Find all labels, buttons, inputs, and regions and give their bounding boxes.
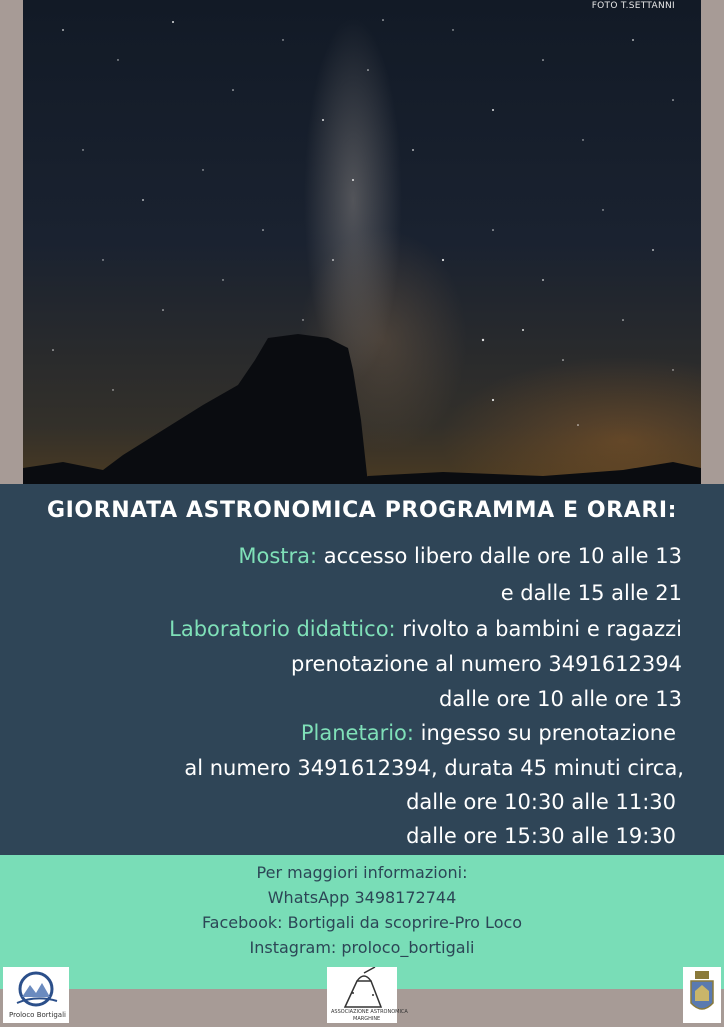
- night-sky-photo: [23, 0, 701, 484]
- mostra-line-2: e dalle 15 alle 21: [500, 581, 682, 605]
- lab-line-3: dalle ore 10 alle ore 13: [439, 687, 682, 711]
- program-panel: [0, 484, 724, 855]
- telescope-icon: [327, 967, 397, 1009]
- info-whatsapp: WhatsApp 3498172744: [267, 888, 457, 907]
- tower-silhouette: [23, 334, 368, 484]
- planet-line-2: al numero 3491612394, durata 45 minuti circa,: [184, 756, 684, 780]
- planet-line-4: dalle ore 15:30 alle 19:30: [406, 824, 676, 848]
- proloco-label: Proloco Bortigali: [9, 1011, 66, 1019]
- planet-label: Planetario:: [300, 721, 414, 745]
- planet-text: ingesso su prenotazione: [413, 721, 676, 745]
- mostra-text: accesso libero dalle ore 10 alle 13: [317, 544, 682, 568]
- lab-line-2: prenotazione al numero 3491612394: [291, 652, 682, 676]
- stars: [52, 19, 674, 426]
- info-facebook: Facebook: Bortigali da scoprire-Pro Loco: [201, 913, 523, 932]
- planet-line-3: dalle ore 10:30 alle 11:30: [406, 790, 676, 814]
- lab-label: Laboratorio didattico:: [169, 617, 396, 641]
- horizon-hills: [353, 462, 701, 484]
- logos-bar: [0, 989, 724, 1024]
- info-heading: Per maggiori informazioni:: [256, 863, 468, 882]
- astro-sub-label: MARGHINE: [353, 1016, 381, 1022]
- program-title: GIORNATA ASTRONOMICA PROGRAMMA E ORARI:: [46, 498, 678, 523]
- photo-credit: FOTO T.SETTANNI: [591, 1, 675, 11]
- mostra-label: Mostra:: [238, 544, 318, 568]
- milky-way-tower-silhouette: [23, 0, 701, 484]
- coat-of-arms-icon: [683, 967, 721, 1023]
- mostra-line: [238, 544, 682, 568]
- municipal-crest: [683, 967, 721, 1023]
- lab-line: [169, 617, 682, 641]
- info-instagram: Instagram: proloco_bortigali: [249, 938, 475, 957]
- proloco-emblem-icon: [3, 967, 69, 1011]
- astro-association-logo: [327, 967, 408, 1023]
- astro-label: ASSOCIAZIONE ASTRONOMICA: [331, 1009, 408, 1015]
- proloco-logo: [3, 967, 69, 1023]
- lab-text: rivolto a bambini e ragazzi: [395, 617, 682, 641]
- planet-line: [301, 721, 676, 745]
